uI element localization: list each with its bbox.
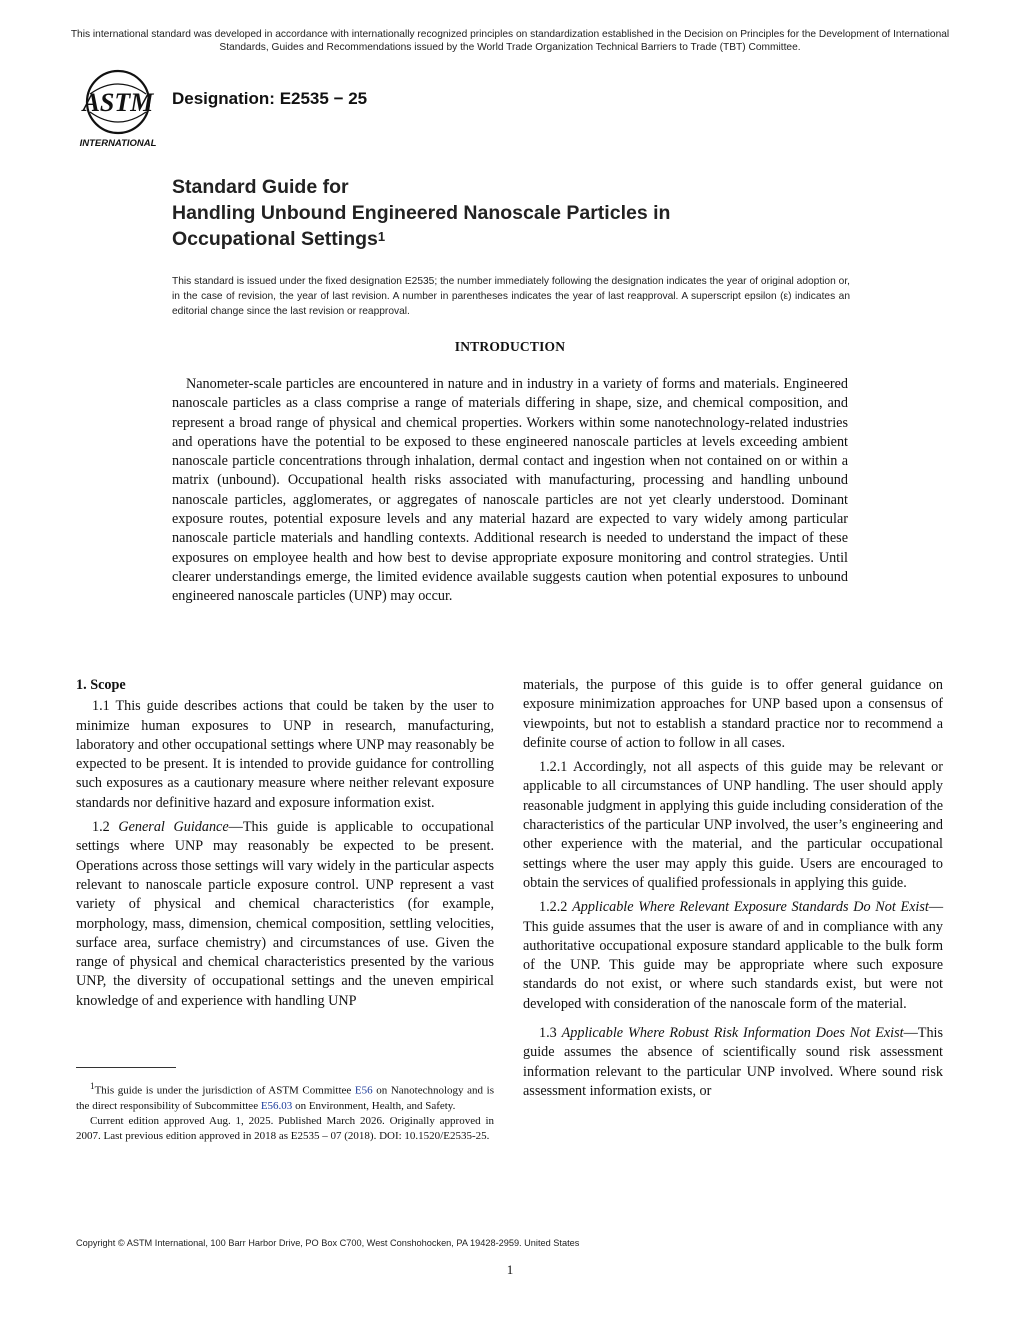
- header-notice: This international standard was developed in accordance with internationally recognized principles on standardization established in the Decision on Principles for the Development of International Standards, Guides and Recommendations issued by the World Trade Organization Technical Barriers to Trade (TBT) Committee.: [70, 29, 950, 53]
- footnote-edition: Current edition approved Aug. 1, 2025. Published March 2026. Originally approved in 2007. Last previous edition approved in 2018 as E2535 – 07 (2018). DOI: 10.1520/E2535-25.: [76, 1115, 494, 1143]
- footnote-text-c: on Environment, Health, and Safety.: [292, 1099, 456, 1112]
- introduction-heading: INTRODUCTION: [454, 339, 566, 354]
- left-column: [76, 676, 494, 1016]
- astm-logo: [72, 68, 164, 150]
- paragraph-1-3-number: 1.3: [539, 1025, 557, 1042]
- paragraph-1-2-number: 1.2: [92, 819, 110, 836]
- paragraph-1-2-continued: materials, the purpose of this guide is to offer general guidance on exposure minimization approaches for UNP based upon a consensus of viewpoints, but not to establish a standard practice nor to recommend a definite course of action to follow in all cases.: [523, 677, 943, 751]
- footnote-text-a: This guide is under the jurisdiction of ASTM Committee: [94, 1084, 355, 1097]
- document-title: [172, 174, 932, 252]
- paragraph-1-3-text: —This guide assumes the absence of scientifically sound risk assessment information relevant to the particular UNP involved. Where sound risk assessment information exists, or: [523, 1025, 944, 1099]
- scope-heading: 1. Scope: [76, 677, 126, 693]
- paragraph-1-3: [523, 1024, 943, 1101]
- issued-note: This standard is issued under the fixed designation E2535; the number immediately following the designation indicates the year of original adoption or, in the case of revision, the year of last revision. A number in parentheses indicates the year of last reapproval. A superscript epsilon (ε) indicates an editorial change since the last revision or reapproval.: [172, 276, 850, 317]
- paragraph-1-2-2-number: 1.2.2: [539, 899, 568, 916]
- svg-text:INTERNATIONAL: INTERNATIONAL: [79, 138, 157, 149]
- paragraph-1-1: 1.1 This guide describes actions that could be taken by the user to minimize human exposures to UNP in research, manufacturing, laboratory and other occupational settings where UNP may reasonably be expected to be present. It is intended to provide guidance for controlling such exposures as a cautionary measure where neither relevant exposure standards nor definitive hazard and exposure information exist.: [76, 698, 494, 811]
- designation-label: Designation:: [172, 89, 275, 108]
- footnote-1: [76, 1079, 494, 1114]
- paragraph-1-2: [76, 818, 494, 1011]
- footnote-text-b: on Nanotechnology and is the direct responsibility of Subcommittee: [76, 1084, 494, 1112]
- subcommittee-link[interactable]: E56.03: [260, 1099, 293, 1112]
- svg-text:ASTM: ASTM: [82, 88, 154, 117]
- title-line-2: Handling Unbound Engineered Nanoscale Particles in: [172, 202, 671, 224]
- paragraph-1-2-2-text: —This guide assumes that the user is aware of and in compliance with any authoritative occupational exposure standard applicable to the bulk form of the UNP. This guide may be appropriate where such exposure standards do not exist, or where such standards exist, but were not developed with consideration of the nanoscale form of the material.: [523, 899, 944, 1012]
- title-footnote-mark: 1: [377, 229, 386, 244]
- paragraph-1-2-title: General Guidance: [118, 819, 229, 836]
- paragraph-1-2-2-title: Applicable Where Relevant Exposure Standards Do Not Exist: [572, 899, 929, 916]
- paragraph-1-2-2: [523, 898, 943, 1014]
- paragraph-1-3-title: Applicable Where Robust Risk Information Does Not Exist: [561, 1025, 904, 1042]
- copyright-notice: Copyright © ASTM International, 100 Barr Harbor Drive, PO Box C700, West Conshohocken, PA 19428-2959. United States: [76, 1238, 580, 1248]
- title-line-1: Standard Guide for: [172, 176, 349, 198]
- title-line-3-text: Occupational Settings: [172, 228, 378, 250]
- page-number: 1: [506, 1262, 514, 1277]
- committee-link[interactable]: E56: [354, 1084, 373, 1097]
- paragraph-1-2-text: —This guide is applicable to occupational settings where UNP may reasonably be expected to be present. Operations across those settings will vary widely in the particular aspects relevant to nanoscale particle exposure control. UNP represent a vast variety of physical and chemical characteristics (for example, morphology, mass, dimension, chemical composition, settling velocities, surface area, surface chemistry) and circumstances of use. Given the range of physical and chemical characteristics presented by the various UNP, the diversity of occupational settings and the uneven empirical knowledge of and experience with handling UNP: [76, 819, 494, 1009]
- designation: [172, 89, 367, 109]
- footnote: [76, 1079, 494, 1144]
- footnote-mark: 1: [90, 1081, 95, 1091]
- footnote-divider: [76, 1067, 176, 1068]
- introduction-text: Nanometer-scale particles are encountered in nature and in industry in a variety of forms and materials. Engineered nanoscale particles as a class comprise a range of materials differing in shape, size, and chemical composition, and represent a broad range of physical and chemical properties. Workers within some nanotechnology-related industries and operations have the potential to be exposed to these engineered nanoscale particles at levels exceeding ambient nanoscale particle concentrations through inhalation, dermal contact and ingestion when not contained on or within a matrix (unbound). Occupational health risks associated with manufacturing, processing and handling unbound nanoscale particles, agglomerates, or aggregates of nanoscale particles are not yet clearly understood. Dominant exposure routes, potential exposure levels and any material hazard are expected to vary widely among particular nanoscale particle materials and handling contexts. Additional research is needed to understand the impact of these exposures on employee health and how best to devise appropriate exposure monitoring and control strategies. Until clearer understandings emerge, the limited evidence available suggests caution when potential exposures to unbound engineered nanoscale particles (UNP) may occur.: [172, 376, 848, 605]
- astm-logo-icon: [72, 68, 164, 150]
- title-line-3: [172, 226, 932, 252]
- paragraph-1-2-1: 1.2.1 Accordingly, not all aspects of this guide may be relevant or applicable to all circumstances of UNP handling. The user should apply reasonable judgment in applying this guide including consideration of the characteristics of the particular UNP involved, the user’s engineering and other experience with the material, and the particular occupational settings where the user may apply this guide. Users are encouraged to obtain the services of qualified professionals in applying this guide.: [523, 759, 943, 891]
- right-column: [523, 676, 943, 1106]
- designation-value: E2535 − 25: [279, 89, 368, 108]
